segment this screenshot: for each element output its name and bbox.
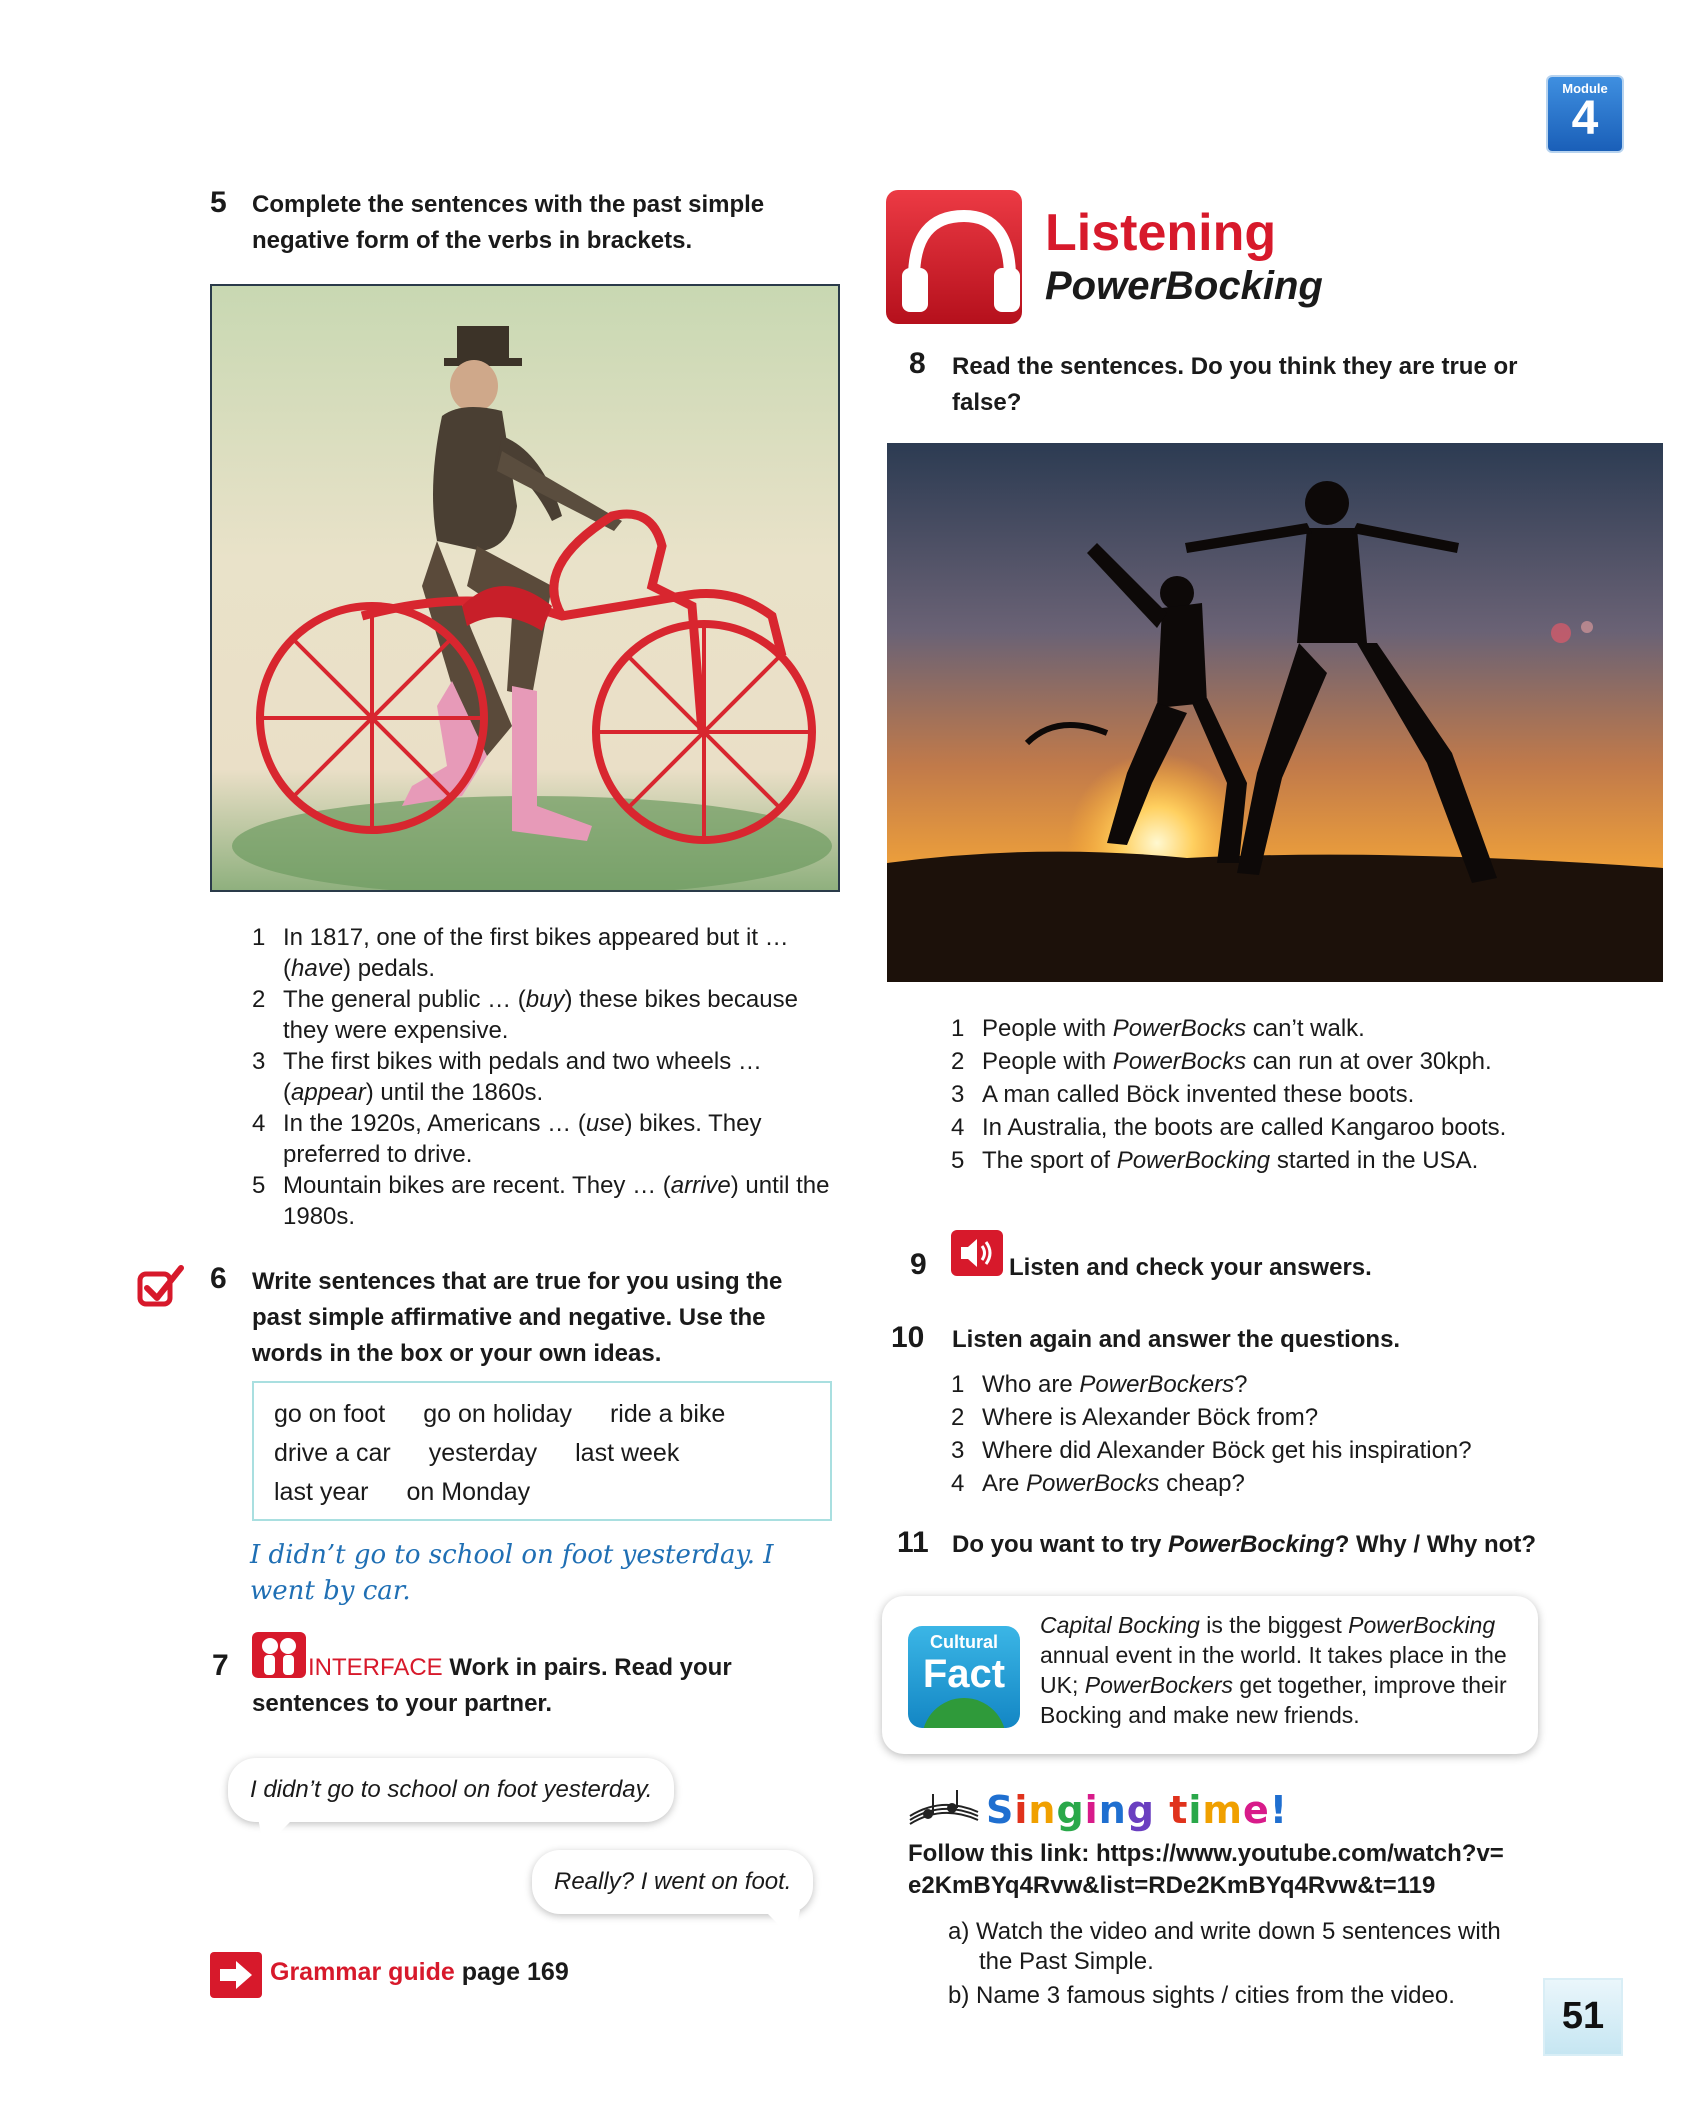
ex5-number: 5 — [210, 186, 227, 219]
singing-tasks — [948, 1917, 1518, 2011]
list-item-number: 4 — [252, 1110, 266, 1137]
list-item-number: 5 — [951, 1147, 965, 1174]
cultural-fact-badge-top: Cultural — [929, 1632, 998, 1652]
list-item-text: A man called Böck invented these boots. — [982, 1081, 1415, 1108]
list-item-verb: appear — [291, 1079, 366, 1106]
singing-link-label: Follow this link: https://www.youtube.com/watch?v= — [908, 1840, 1504, 1867]
singing-title-letter: ! — [1269, 1788, 1289, 1832]
list-item-text: The first bikes with pedals and two wheels … ( — [283, 1048, 762, 1106]
list-item — [951, 1145, 1551, 1176]
word-row — [274, 1434, 810, 1473]
list-item-italic: PowerBocks — [1026, 1470, 1160, 1497]
word-chip: ride a bike — [609, 1400, 726, 1428]
list-item-text: Who are — [982, 1371, 1080, 1398]
list-item — [951, 1079, 1551, 1110]
list-item-text: started in the USA. — [1270, 1147, 1479, 1174]
list-item-number: 3 — [951, 1437, 965, 1464]
list-item — [252, 922, 842, 984]
arrow-right-icon — [210, 1952, 262, 1998]
list-item-text: ) these bikes because they were expensive. — [283, 986, 798, 1044]
list-item — [951, 1435, 1551, 1466]
checkbox-tick-icon — [137, 1262, 185, 1310]
list-item — [951, 1468, 1551, 1499]
word-chip: yesterday — [428, 1439, 538, 1467]
list-item-number: 2 — [951, 1404, 965, 1431]
list-item-text: In 1817, one of the first bikes appeared but it … ( — [283, 924, 789, 982]
singing-task-a: a) Watch the video and write down 5 sentences with the Past Simple. — [948, 1918, 1501, 1975]
word-row — [274, 1395, 810, 1434]
list-item-text: ? — [1234, 1371, 1248, 1398]
list-item-italic: PowerBockers — [1079, 1371, 1235, 1398]
word-row — [274, 1473, 810, 1512]
ex6-instruction: Write sentences that are true for you using the past simple affirmative and negative. Use the words in the box or your own ideas. — [252, 1268, 783, 1367]
music-notes-icon — [906, 1786, 982, 1832]
singing-title-letter: t — [1169, 1788, 1189, 1832]
fact-text: is the biggest — [1199, 1612, 1349, 1638]
fact-italic: Capital Bocking — [1040, 1612, 1200, 1638]
ex5-list — [252, 922, 842, 1232]
list-item-number: 1 — [951, 1371, 965, 1398]
singing-link-url: e2KmBYq4Rvw&list=RDe2KmBYq4Rvw&t=119 — [908, 1872, 1436, 1899]
ex8-instruction: Read the sentences. Do you think they are true or false? — [952, 353, 1518, 416]
word-chip: last year — [274, 1478, 369, 1506]
list-item-number: 1 — [951, 1015, 965, 1042]
list-item-number: 3 — [951, 1081, 965, 1108]
ex5-instruction: Complete the sentences with the past simple negative form of the verbs in brackets. — [252, 191, 765, 254]
ex9-instruction: Listen and check your answers. — [1009, 1254, 1372, 1281]
singing-title-letter: S — [986, 1788, 1015, 1832]
powerbocking-photo — [887, 443, 1663, 982]
word-chip: go on holiday — [423, 1400, 572, 1428]
ex10-instruction: Listen again and answer the questions. — [952, 1326, 1401, 1353]
singing-title-letter: g — [1126, 1788, 1155, 1832]
singing-link[interactable] — [908, 1838, 1548, 1902]
listening-title: Listening — [1045, 204, 1277, 262]
list-item-verb: buy — [525, 986, 565, 1013]
list-item — [951, 1046, 1551, 1077]
ex11-number: 11 — [897, 1526, 929, 1559]
list-item-text: can’t walk. — [1246, 1015, 1365, 1042]
list-item — [252, 1170, 842, 1232]
list-item — [951, 1402, 1551, 1433]
singing-time-title-text — [986, 1788, 1288, 1832]
list-item-text: In the 1920s, Americans … ( — [283, 1110, 586, 1137]
ex9-number: 9 — [910, 1248, 927, 1281]
fact-italic: PowerBockers — [1084, 1672, 1234, 1698]
singing-title-letter: i — [1188, 1788, 1203, 1832]
ex8-list — [951, 1013, 1551, 1176]
list-item-italic: PowerBocks — [1112, 1048, 1247, 1075]
word-chip: on Monday — [406, 1478, 531, 1506]
speech-bubble-1: I didn’t go to school on foot yesterday. — [228, 1758, 674, 1822]
list-item-text: ) bikes. They preferred to drive. — [283, 1110, 762, 1168]
grammar-guide-page: page 169 — [461, 1958, 569, 1986]
list-item — [252, 1046, 842, 1108]
speech-bubble-2: Really? I went on foot. — [532, 1850, 813, 1914]
list-item-text: can run at over 30kph. — [1246, 1048, 1492, 1075]
list-item-verb: use — [585, 1110, 625, 1137]
list-item-text: Where did Alexander Böck get his inspiration? — [982, 1437, 1472, 1464]
singing-time-title — [986, 1788, 1288, 1832]
list-item-text: People with — [982, 1015, 1113, 1042]
list-item-text: Are — [982, 1470, 1027, 1497]
singing-title-letter: m — [1202, 1788, 1244, 1832]
ex7-instruction — [252, 1650, 832, 1722]
singing-title-letter: n — [1098, 1788, 1127, 1832]
list-item-number: 4 — [951, 1114, 965, 1141]
ex8-number: 8 — [909, 347, 926, 380]
list-item-italic: PowerBocks — [1112, 1015, 1247, 1042]
list-item-number: 5 — [252, 1172, 266, 1199]
ex7-instruction-text: Work in pairs. Read your sentences to your partner. — [252, 1654, 732, 1717]
singing-title-letter: e — [1243, 1788, 1270, 1832]
list-item — [951, 1112, 1551, 1143]
list-item-text: The general public … ( — [283, 986, 526, 1013]
cultural-fact-badge-main: Fact — [922, 1652, 1006, 1696]
word-box — [252, 1381, 832, 1521]
list-item-number: 3 — [252, 1048, 266, 1075]
cultural-fact-text — [1040, 1610, 1526, 1730]
list-item-number: 1 — [252, 924, 266, 951]
ex7-number: 7 — [212, 1649, 229, 1682]
grammar-guide-label: Grammar guide — [270, 1958, 455, 1986]
list-item — [951, 1013, 1551, 1044]
word-chip: go on foot — [274, 1400, 386, 1428]
globe-icon — [922, 1698, 1006, 1728]
list-item-verb: have — [291, 955, 344, 982]
fact-italic: PowerBocking — [1348, 1612, 1496, 1638]
singing-title-letter: n — [1028, 1788, 1057, 1832]
cultural-fact-badge — [908, 1626, 1020, 1728]
list-item-text: ) until the 1980s. — [283, 1172, 830, 1230]
singing-title-letter: i — [1014, 1788, 1029, 1832]
list-item-text: ) until the 1860s. — [365, 1079, 544, 1106]
singing-title-letter: g — [1056, 1788, 1085, 1832]
list-item — [252, 1108, 842, 1170]
list-item-text: People with — [982, 1048, 1113, 1075]
ex11-italic: PowerBocking — [1168, 1531, 1335, 1558]
ex6-number: 6 — [210, 1262, 227, 1295]
list-item-number: 4 — [951, 1470, 965, 1497]
ex10-number: 10 — [891, 1321, 925, 1354]
ex10-list — [951, 1369, 1551, 1499]
headphones-icon — [886, 190, 1022, 324]
module-label: Module — [1562, 81, 1608, 96]
audio-speaker-icon[interactable] — [951, 1230, 1003, 1276]
ex11-instruction — [952, 1527, 1536, 1563]
grammar-guide-link[interactable] — [270, 1958, 569, 1987]
page-number: 51 — [1543, 1978, 1623, 2056]
list-item-text: Where is Alexander Böck from? — [982, 1404, 1319, 1431]
module-badge — [1548, 77, 1622, 151]
list-item-text: ) pedals. — [343, 955, 436, 982]
ex11-before: Do you want to try — [952, 1531, 1168, 1558]
singing-task-b: b) Name 3 famous sights / cities from the video. — [948, 1982, 1455, 2009]
cultural-fact-box — [882, 1596, 1538, 1754]
module-number: 4 — [1571, 92, 1599, 145]
list-item-text: Mountain bikes are recent. They … ( — [283, 1172, 671, 1199]
interface-label: INTERFACE — [308, 1654, 443, 1681]
draisine-illustration — [210, 284, 840, 892]
list-item-verb: arrive — [670, 1172, 731, 1199]
word-chip: drive a car — [274, 1439, 391, 1467]
list-item — [252, 984, 842, 1046]
list-item-text: cheap? — [1159, 1470, 1245, 1497]
list-item-italic: PowerBocking — [1116, 1147, 1271, 1174]
ex6-example: I didn’t go to school on foot yesterday. I went by car. — [250, 1540, 774, 1606]
singing-title-letter: i — [1084, 1788, 1099, 1832]
bubble-2-tail — [760, 1910, 800, 1942]
ex11-after: ? Why / Why not? — [1334, 1531, 1536, 1558]
word-chip: last week — [575, 1439, 680, 1467]
listening-subtitle: PowerBocking — [1045, 264, 1323, 308]
list-item-text: In Australia, the boots are called Kangaroo boots. — [982, 1114, 1507, 1141]
list-item-text: The sport of — [982, 1147, 1117, 1174]
list-item — [951, 1369, 1551, 1400]
fact-text: get together, improve their Bocking and make new friends. — [1040, 1672, 1507, 1728]
fact-text: annual event in the world. It takes place in the UK; — [1040, 1642, 1507, 1698]
singing-title-letter — [1155, 1788, 1169, 1832]
list-item-number: 2 — [252, 986, 266, 1013]
list-item-number: 2 — [951, 1048, 965, 1075]
bubble-1-tail — [258, 1818, 298, 1850]
